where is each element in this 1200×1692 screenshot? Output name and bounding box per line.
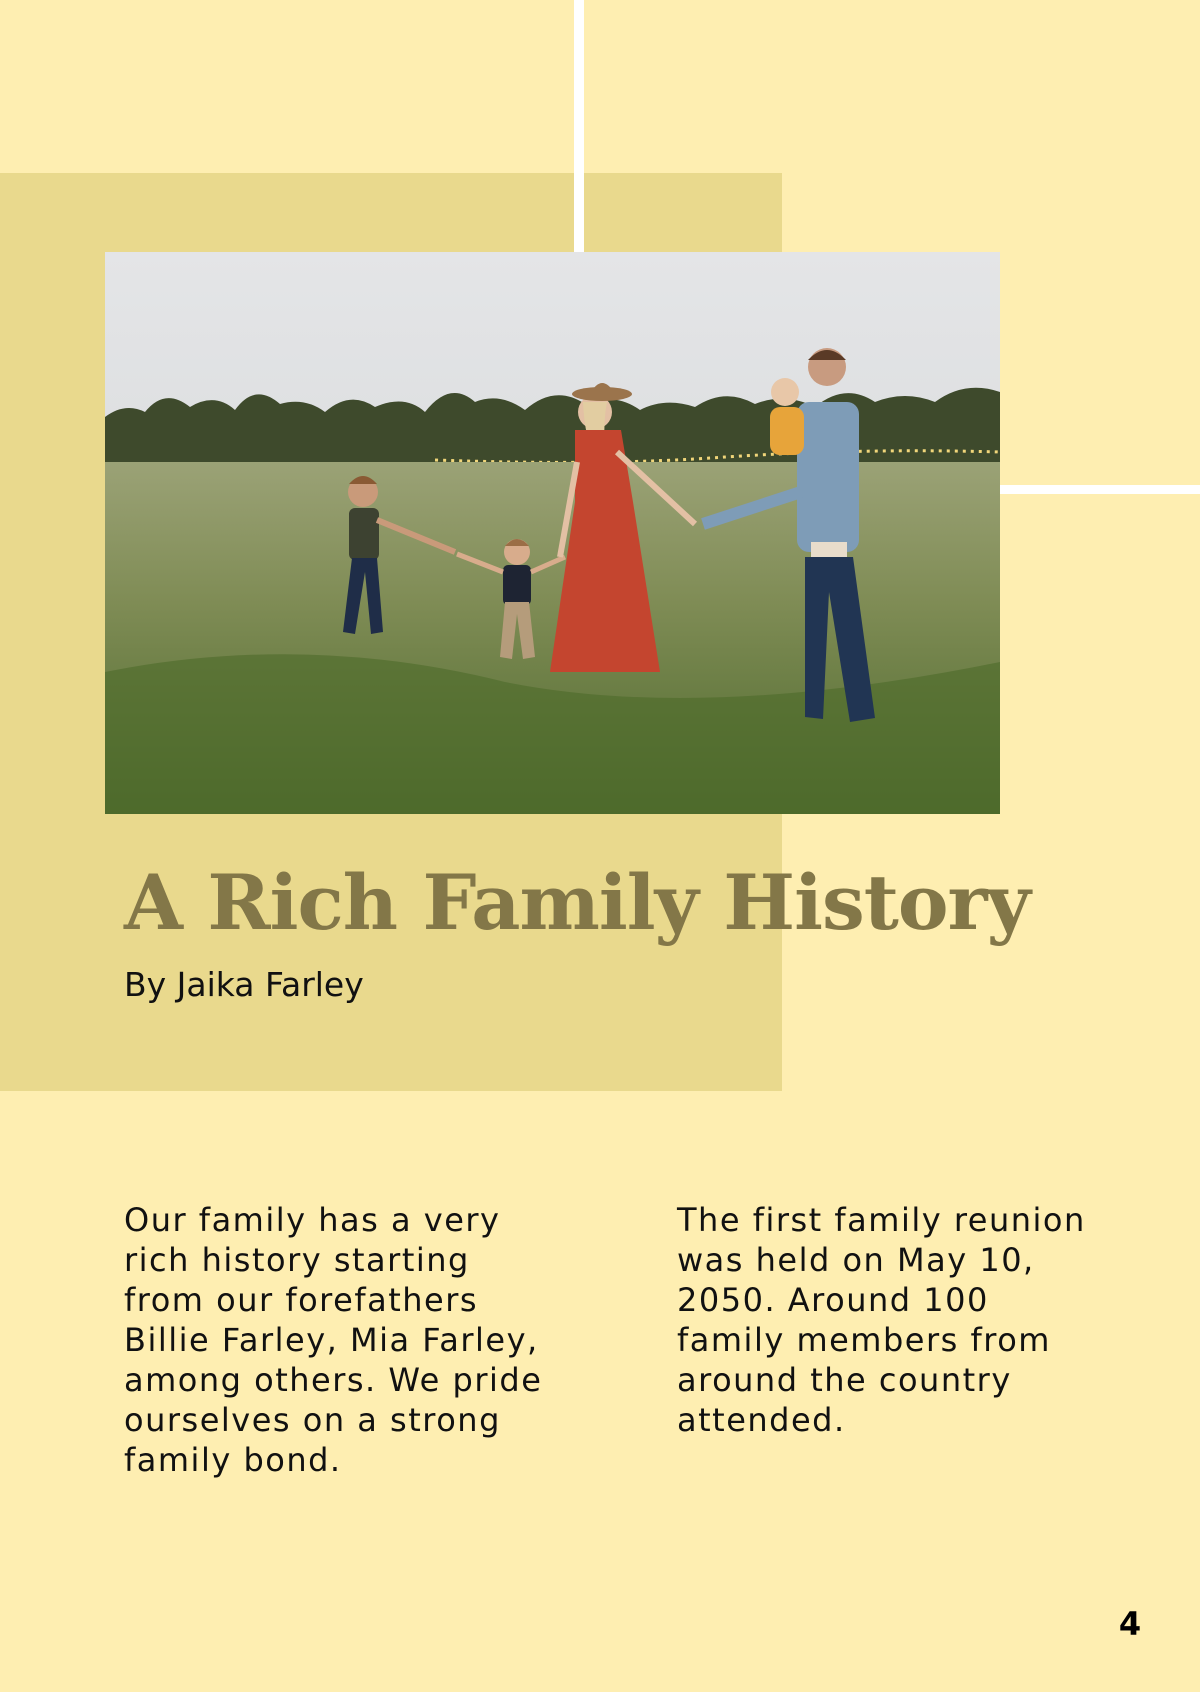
- family-photo: [105, 252, 1000, 814]
- decorative-horizontal-line: [1000, 485, 1200, 494]
- body-column-left: Our family has a very rich history starting from our forefathers Billie Farley, Mia Farley, among others. We pride ourselves on a strong family bond.: [124, 1201, 543, 1479]
- decorative-vertical-line: [574, 0, 584, 252]
- body-column-right: The first family reunion was held on May 10, 2050. Around 100 family members from around the country attended.: [677, 1201, 1086, 1439]
- article-title: A Rich Family History: [124, 858, 1030, 947]
- article-byline: By Jaika Farley: [124, 965, 364, 1004]
- page-number: 4: [1118, 1605, 1142, 1643]
